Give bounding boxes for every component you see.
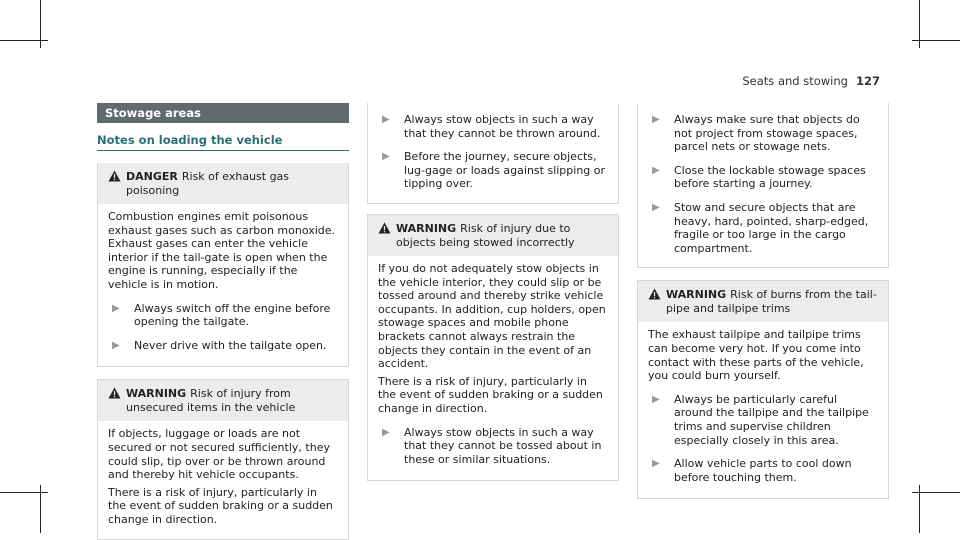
list-item: ▶ Stow and secure objects that are heavy, hard, pointed, sharp-edged, fragile or too large in the cargo compartment.: [648, 201, 878, 255]
warning-title: Risk of injury due to objects being stowed incorrectly: [396, 221, 575, 249]
warning-title: Risk of injury from unsecured items in the vehicle: [126, 387, 296, 415]
page-header: [742, 74, 880, 88]
paragraph: There is a risk of injury, particularly in the event of sudden braking or a sudden change in direction.: [108, 485, 333, 526]
arrow-bullet-icon: ▶: [652, 164, 660, 176]
page-number: 127: [855, 74, 880, 88]
warning-body: [368, 256, 618, 480]
arrow-bullet-icon: ▶: [652, 458, 660, 470]
warning-header: [368, 215, 618, 256]
warning-box: [637, 280, 889, 499]
list-item: ▶ Always stow objects in such a way that they cannot be tossed about in these or similar situations.: [378, 426, 608, 467]
paragraph: The exhaust tailpipe and tailpipe trims can become very hot. If you come into contact with these parts of the vehicle, you could burn yourself.: [648, 328, 864, 383]
paragraph: There is a risk of injury, particularly in the event of sudden braking or a sudden change in direction.: [378, 374, 603, 415]
danger-title: Risk of exhaust gas poisoning: [126, 170, 290, 197]
warning-triangle-icon: [648, 288, 666, 316]
list-item: ▶ Before the journey, secure objects, lug-gage or loads against slipping or tipping over.: [378, 150, 608, 191]
list-item: ▶ Always switch off the engine before opening the tailgate.: [108, 302, 338, 329]
list-item: ▶ Allow vehicle parts to cool down before touching them.: [648, 457, 878, 484]
arrow-bullet-icon: ▶: [112, 302, 120, 314]
bullet-box: [637, 103, 889, 268]
paragraph: If you do not adequately stow objects in the vehicle interior, they could slip or be tossed around and thereby strike vehicle occupants. In addition, cup holders, open stowage spaces and mobile phone brackets cannot always restrain the objects they contain in the event of an accident.: [378, 261, 606, 371]
warning-body: [98, 421, 348, 538]
warning-triangle-icon: [108, 387, 126, 415]
warning-header: [638, 281, 888, 322]
warning-triangle-icon: [378, 222, 396, 250]
subtitle: Notes on loading the vehicle: [97, 133, 349, 151]
danger-label: DANGER: [126, 170, 178, 183]
list-item: ▶ Always make sure that objects do not project from stowage spaces, parcel nets or stowage nets.: [648, 113, 878, 154]
arrow-bullet-icon: ▶: [382, 151, 390, 163]
crop-mark: [0, 492, 48, 493]
section-title: Stowage areas: [97, 103, 349, 123]
arrow-bullet-icon: ▶: [652, 114, 660, 125]
warning-box: [367, 214, 619, 481]
crop-mark: [0, 40, 48, 41]
arrow-bullet-icon: ▶: [382, 114, 390, 125]
warning-title: Risk of burns from the tail-pipe and tailpipe trims: [666, 288, 877, 316]
warning-label: WARNING: [666, 288, 727, 302]
danger-text: Combustion engines emit poisonous exhaust gases such as carbon monoxide. Exhaust gases can enter the vehicle interior if the tail-gate is open when the engine is running, especially if the vehicle is in motion.: [108, 210, 336, 291]
arrow-bullet-icon: ▶: [652, 393, 660, 405]
warning-label: WARNING: [396, 221, 457, 235]
warning-triangle-icon: [108, 170, 126, 198]
section-name: Seats and stowing: [742, 74, 848, 88]
list-item: ▶ Always be particularly careful around the tailpipe and the tailpipe trims and supervise children especially closely in this area.: [648, 393, 878, 447]
danger-header: [98, 163, 348, 204]
right-column: [637, 103, 889, 499]
warning-header: [98, 380, 348, 421]
danger-box: [97, 163, 349, 367]
crop-mark: [912, 492, 960, 493]
warning-label: WARNING: [126, 387, 187, 401]
warning-body: [638, 322, 888, 498]
crop-mark: [912, 40, 960, 41]
left-column: [97, 103, 349, 540]
bullet-box: [367, 103, 619, 204]
arrow-bullet-icon: ▶: [652, 201, 660, 213]
list-item: ▶ Close the lockable stowage spaces before starting a journey.: [648, 164, 878, 191]
list-item: ▶ Always stow objects in such a way that they cannot be thrown around.: [378, 113, 608, 140]
list-item: ▶ Never drive with the tailgate open.: [108, 339, 338, 353]
danger-body: [98, 204, 348, 366]
arrow-bullet-icon: ▶: [382, 426, 390, 438]
arrow-bullet-icon: ▶: [112, 339, 120, 351]
middle-column: [367, 103, 619, 481]
warning-box: [97, 379, 349, 539]
paragraph: If objects, luggage or loads are not secured or not secured sufficiently, they could slip, tip over or be thrown around and thereby hit vehicle occupants.: [108, 427, 330, 482]
